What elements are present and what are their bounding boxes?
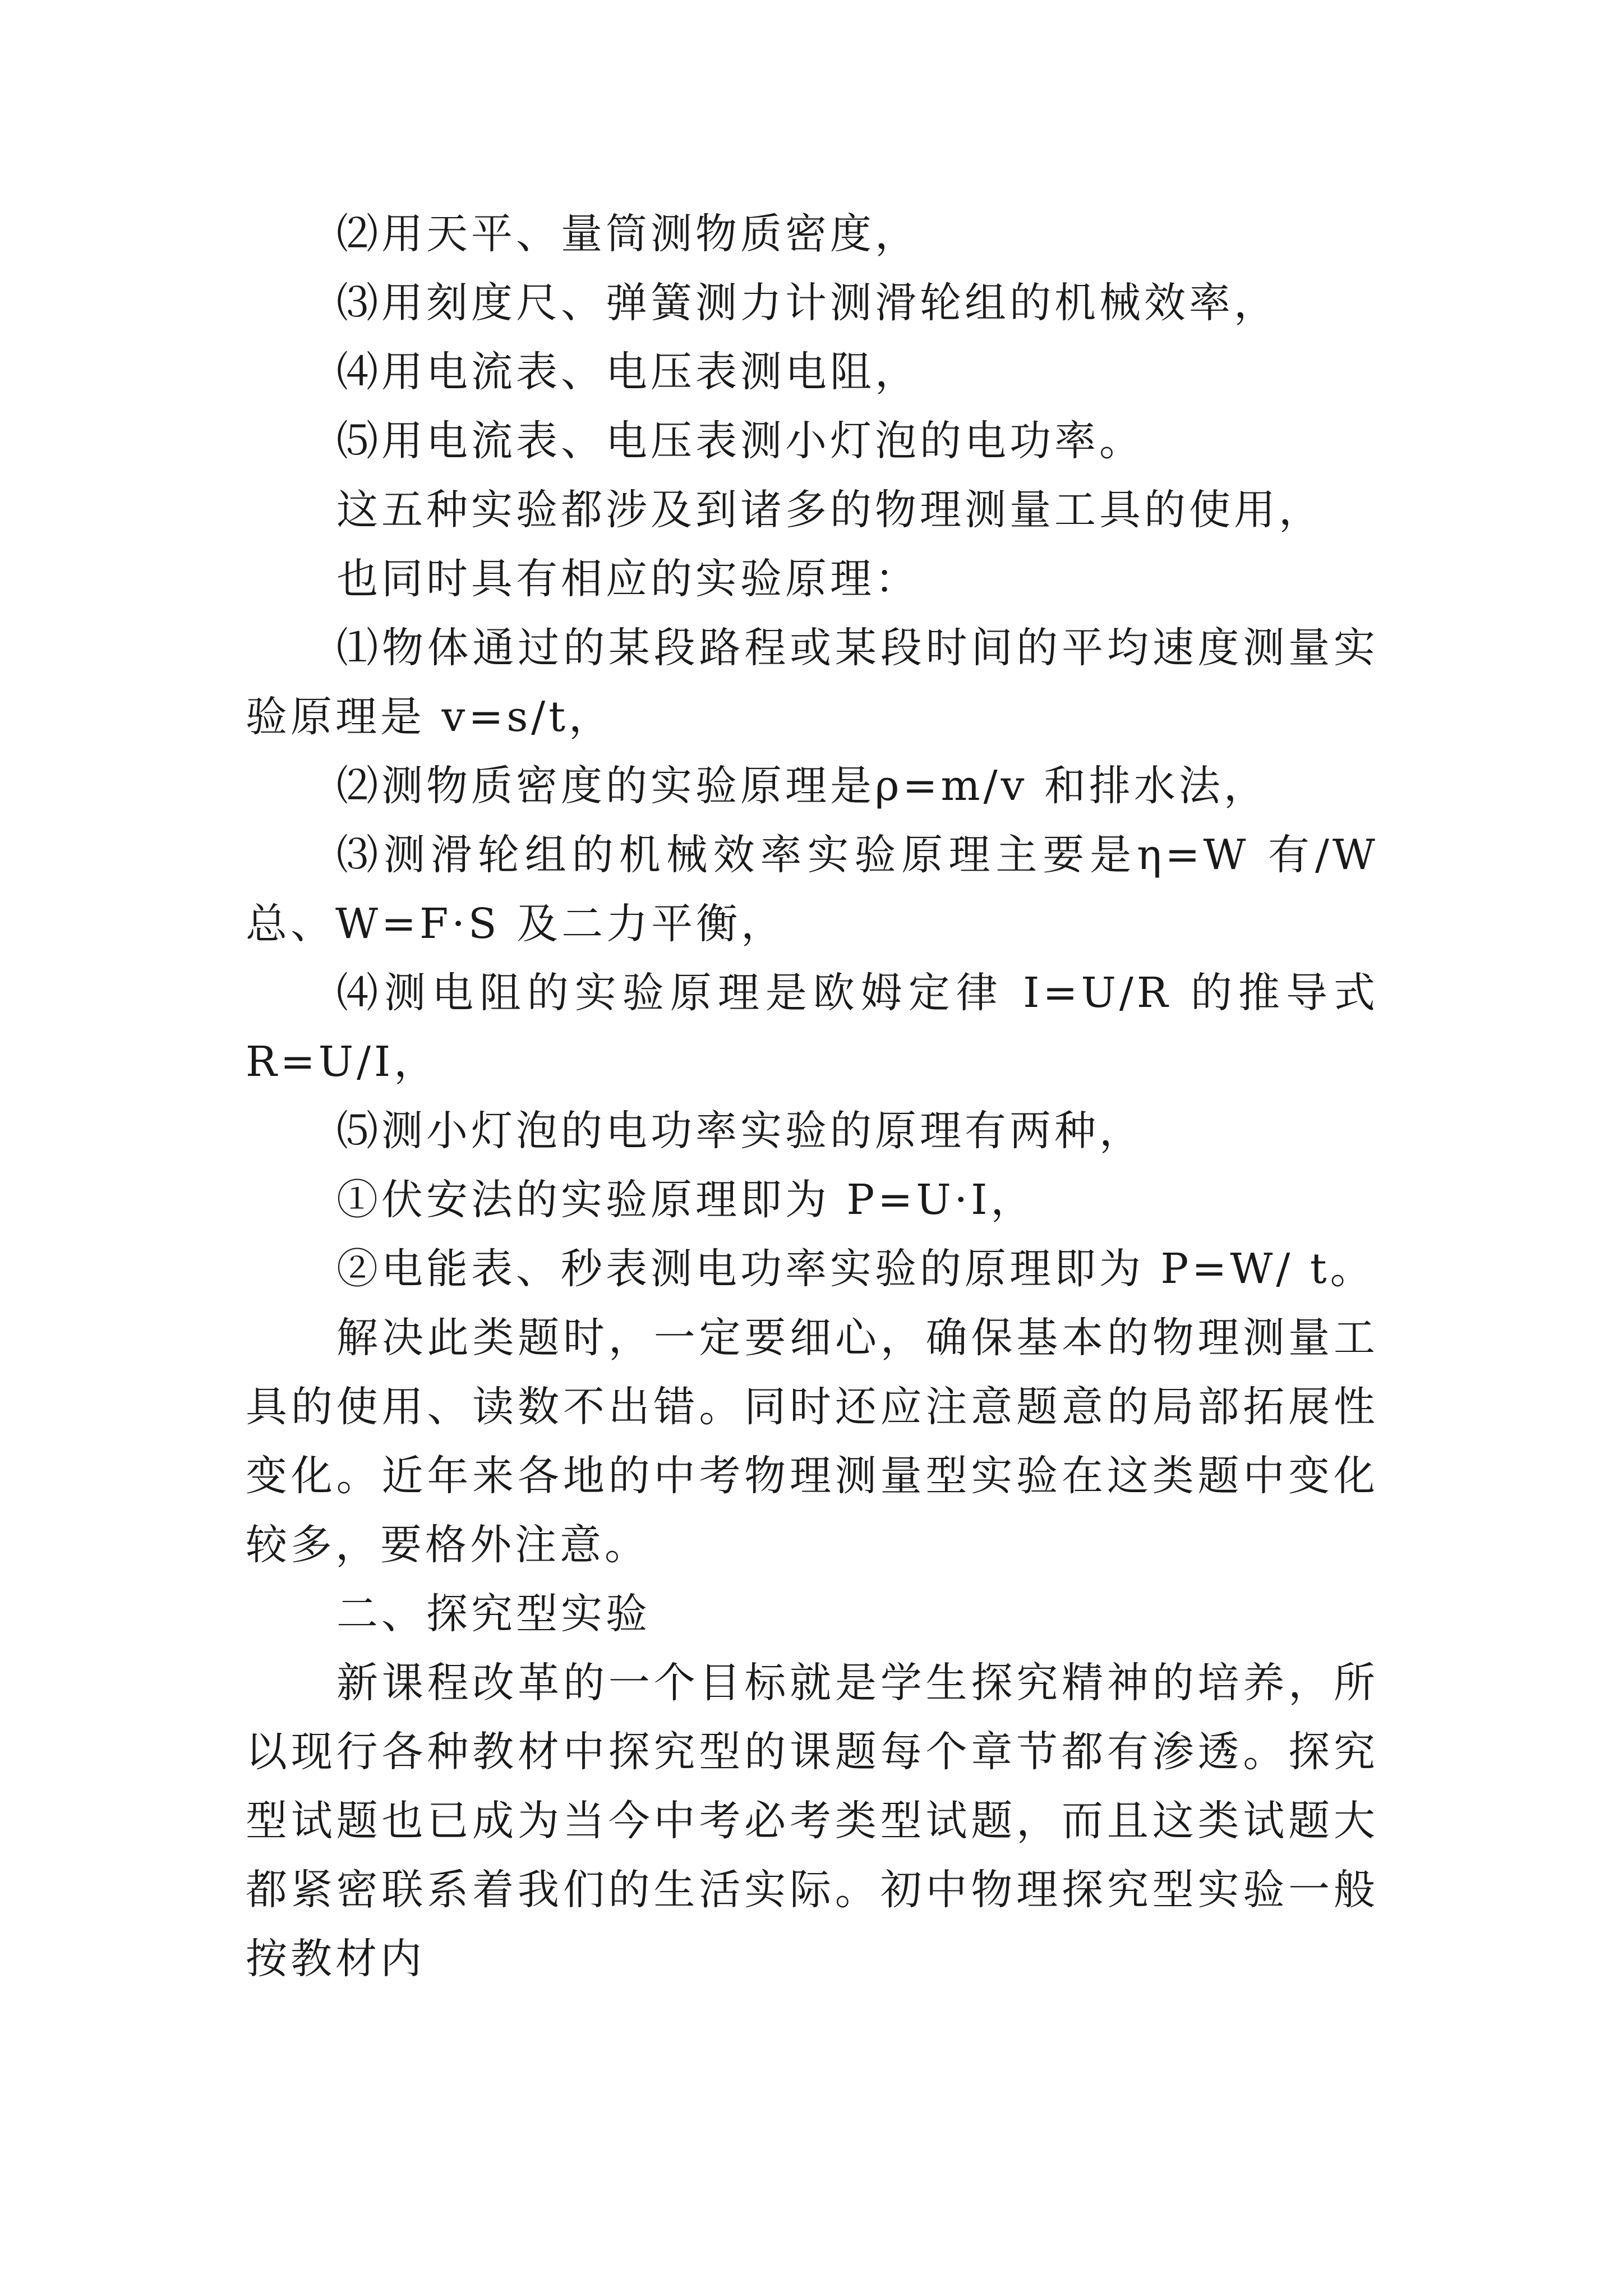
paragraph-measure-bulb-power: ⑸用电流表、电压表测小灯泡的电功率。 [336, 417, 1144, 465]
paragraph-principles-intro: 也同时具有相应的实验原理： [336, 555, 920, 603]
paragraph-measure-density: ⑵用天平、量筒测物质密度， [336, 210, 920, 258]
paragraph-principle-density: ⑵测物质密度的实验原理是ρ=m/v 和排水法， [336, 762, 1269, 810]
paragraph-energy-meter: ②电能表、秒表测电功率实验的原理即为 P=W/ t。 [336, 1245, 1375, 1293]
paragraph-principle-speed: ⑴物体通过的某段路程或某段时间的平均速度测量实验原理是 v=s/t， [246, 624, 1378, 741]
paragraph-principle-pulley: ⑶测滑轮组的机械效率实验原理主要是η=W 有/W 总、W=F·S 及二力平衡， [246, 831, 1378, 948]
paragraph-solving-advice: 解决此类题时，一定要细心，确保基本的物理测量工具的使用、读数不出错。同时还应注意题意的局部拓展性变化。近年来各地的中考物理测量型实验在这类题中变化较多，要格外注意。 [246, 1314, 1378, 1569]
paragraph-principle-power: ⑸测小灯泡的电功率实验的原理有两种， [336, 1107, 1144, 1155]
section-heading-inquiry-experiments: 二、探究型实验 [336, 1590, 651, 1638]
paragraph-voltammetry: ①伏安法的实验原理即为 P=U·I， [336, 1176, 1036, 1224]
paragraph-measure-resistance: ⑷用电流表、电压表测电阻， [336, 348, 920, 396]
paragraph-five-experiments: 这五种实验都涉及到诸多的物理测量工具的使用， [336, 486, 1324, 534]
document-body [246, 200, 1378, 1994]
paragraph-curriculum-reform: 新课程改革的一个目标就是学生探究精神的培养，所以现行各种教材中探究型的课题每个章节都有渗透。探究型试题也已成为当今中考必考类型试题，而且这类试题大都紧密联系着我们的生活实际。初中物理探究型实验一般按教材内 [246, 1659, 1378, 1983]
paragraph-measure-pulley-efficiency: ⑶用刻度尺、弹簧测力计测滑轮组的机械效率， [336, 279, 1279, 327]
paragraph-principle-resistance: ⑷测电阻的实验原理是欧姆定律 I=U/R 的推导式 R=U/I， [246, 969, 1378, 1086]
